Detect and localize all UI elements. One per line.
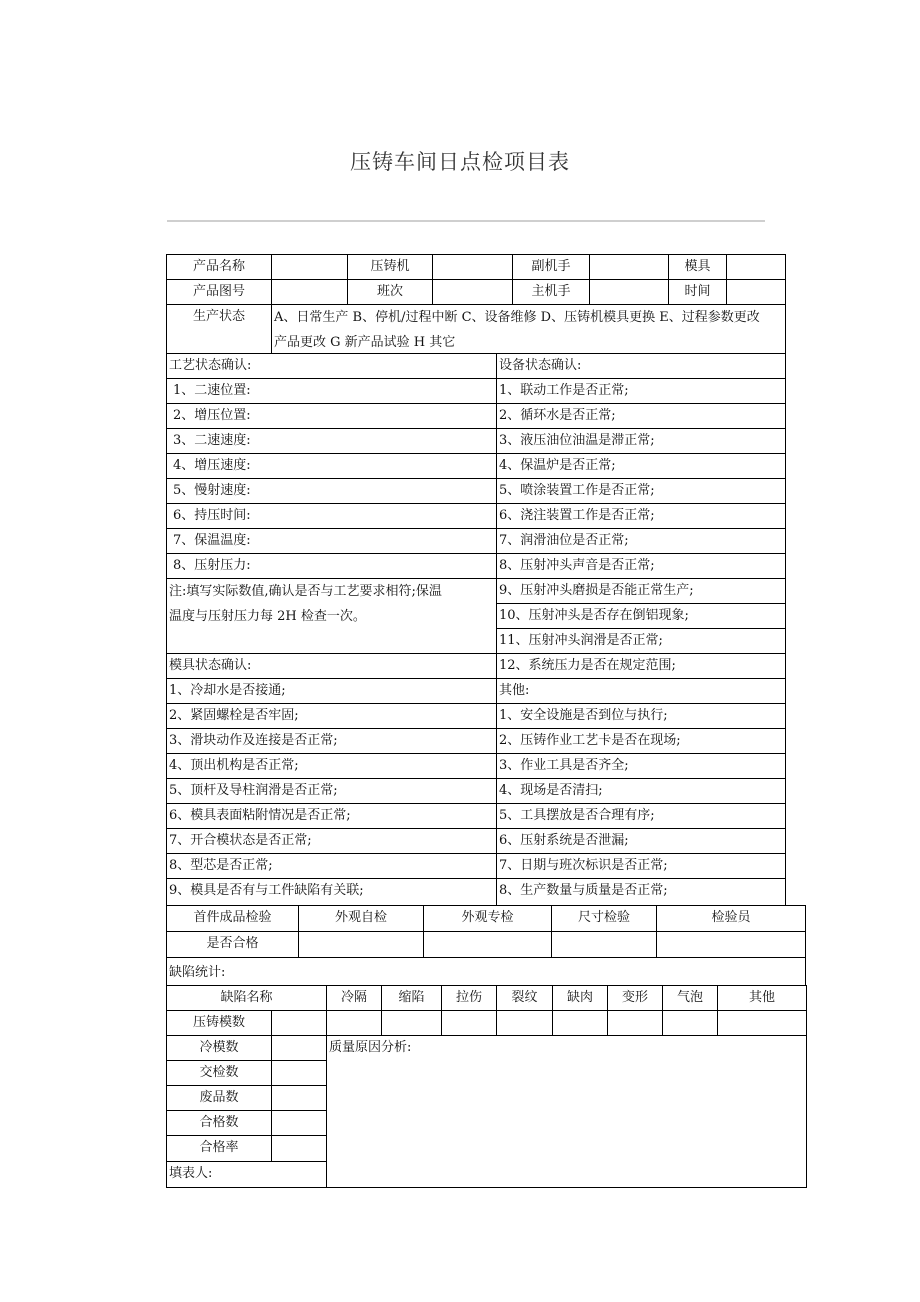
defect-row-label: 合格率	[166, 1135, 272, 1162]
mold-item[interactable]: 3、滑块动作及连接是否正常;	[166, 728, 497, 754]
defect-count-cell[interactable]	[607, 1010, 663, 1036]
defect-count-cell[interactable]	[662, 1010, 718, 1036]
process-item[interactable]: 7、保温温度:	[166, 528, 497, 554]
process-note-line1: 注:填写实际数值,确认是否与工艺要求相符;保温	[169, 584, 442, 599]
defect-count-cell[interactable]	[326, 1010, 382, 1036]
defect-row-value[interactable]	[271, 1060, 327, 1086]
inspection-header: 外观自检	[298, 905, 424, 932]
time-field[interactable]	[726, 279, 786, 305]
page-title: 压铸车间日点检项目表	[350, 150, 570, 174]
shift-label: 班次	[347, 279, 433, 305]
defect-type-header: 变形	[607, 985, 663, 1011]
assistant-field[interactable]	[589, 254, 669, 280]
main-operator-label: 主机手	[512, 279, 590, 305]
inspection-sheet	[166, 254, 775, 1188]
defect-type-header: 缺肉	[552, 985, 608, 1011]
defect-row-label: 冷模数	[166, 1035, 272, 1061]
pass-special-check-field[interactable]	[423, 931, 552, 958]
pass-label: 是否合格	[166, 931, 299, 958]
inspection-header: 首件成品检验	[166, 905, 299, 932]
equipment-item[interactable]: 3、液压油位油温是滞正常;	[496, 428, 786, 454]
mold-field[interactable]	[726, 254, 786, 280]
equipment-item[interactable]: 7、润滑油位是否正常;	[496, 528, 786, 554]
equipment-item[interactable]: 4、保温炉是否正常;	[496, 453, 786, 479]
quality-analysis-label: 质量原因分析:	[329, 1040, 412, 1055]
assistant-label: 副机手	[512, 254, 590, 280]
mold-heading: 模具状态确认:	[166, 653, 497, 679]
machine-field[interactable]	[432, 254, 513, 280]
main-operator-field[interactable]	[589, 279, 669, 305]
defect-row-label: 废品数	[166, 1085, 272, 1111]
mold-item[interactable]: 5、顶杆及导柱润滑是否正常;	[166, 778, 497, 804]
mold-item[interactable]: 2、紧固螺栓是否牢固;	[166, 703, 497, 729]
status-options-line1: A、日常生产 B、停机/过程中断 C、设备维修 D、压铸机模具更换 E、过程参数更改	[274, 310, 760, 325]
process-item[interactable]: 1、二速位置:	[166, 378, 497, 404]
status-label: 生产状态	[166, 304, 272, 354]
other-item[interactable]: 1、安全设施是否到位与执行;	[496, 703, 786, 729]
equipment-heading: 设备状态确认:	[496, 353, 786, 379]
equipment-item[interactable]: 5、喷涂装置工作是否正常;	[496, 478, 786, 504]
other-item[interactable]: 4、现场是否清扫;	[496, 778, 786, 804]
defect-type-header: 缩陷	[381, 985, 442, 1011]
other-item[interactable]: 6、压射系统是否泄漏;	[496, 828, 786, 854]
defect-name-label: 缺陷名称	[166, 985, 327, 1011]
status-options[interactable]	[271, 304, 786, 354]
defect-row-value[interactable]	[271, 1085, 327, 1111]
defect-count-cell[interactable]	[552, 1010, 608, 1036]
product-name-label: 产品名称	[166, 254, 272, 280]
inspector-field[interactable]	[656, 931, 806, 958]
drawing-no-label: 产品图号	[166, 279, 272, 305]
defect-type-header: 冷隔	[326, 985, 382, 1011]
process-note-line2: 温度与压射压力每 2H 检查一次。	[169, 609, 366, 624]
title-divider	[167, 220, 765, 222]
mold-item[interactable]: 9、模具是否有与工件缺陷有关联;	[166, 878, 497, 906]
inspection-header: 尺寸检验	[551, 905, 657, 932]
status-options-line2: 产品更改 G 新产品试验 H 其它	[274, 335, 456, 350]
mold-item[interactable]: 4、顶出机构是否正常;	[166, 753, 497, 779]
machine-label: 压铸机	[347, 254, 433, 280]
process-item[interactable]: 4、增压速度:	[166, 453, 497, 479]
process-item[interactable]: 6、持压时间:	[166, 503, 497, 529]
defect-count-cell[interactable]	[496, 1010, 553, 1036]
defects-heading: 缺陷统计:	[166, 957, 806, 986]
process-item[interactable]: 8、压射压力:	[166, 553, 497, 579]
other-item[interactable]: 2、压铸作业工艺卡是否在现场;	[496, 728, 786, 754]
equipment-item[interactable]: 12、系统压力是否在规定范围;	[496, 653, 786, 679]
defect-type-header: 其他	[717, 985, 807, 1011]
other-item[interactable]: 8、生产数量与质量是否正常;	[496, 878, 786, 906]
process-item[interactable]: 5、慢射速度:	[166, 478, 497, 504]
defect-row-value[interactable]	[271, 1135, 327, 1162]
defect-count-cell[interactable]	[381, 1010, 442, 1036]
equipment-item[interactable]: 8、压射冲头声音是否正常;	[496, 553, 786, 579]
mold-item[interactable]: 6、模具表面粘附情况是否正常;	[166, 803, 497, 829]
defect-row-label: 压铸模数	[166, 1010, 272, 1036]
equipment-item[interactable]: 11、压射冲头润滑是否正常;	[496, 628, 786, 654]
mold-item[interactable]: 7、开合模状态是否正常;	[166, 828, 497, 854]
defect-type-header: 裂纹	[496, 985, 553, 1011]
inspection-header: 外观专检	[423, 905, 552, 932]
other-item[interactable]: 7、日期与班次标识是否正常;	[496, 853, 786, 879]
equipment-item[interactable]: 10、压射冲头是否存在倒铝现象;	[496, 603, 786, 629]
mold-item[interactable]: 1、冷却水是否接通;	[166, 678, 497, 704]
process-heading: 工艺状态确认:	[166, 353, 497, 379]
process-item[interactable]: 3、二速速度:	[166, 428, 497, 454]
defect-row-value[interactable]	[271, 1110, 327, 1136]
defect-count-cell[interactable]	[441, 1010, 497, 1036]
process-note	[166, 578, 497, 654]
defect-row-label: 交检数	[166, 1060, 272, 1086]
other-item[interactable]: 5、工具摆放是否合理有序;	[496, 803, 786, 829]
shift-field[interactable]	[432, 279, 513, 305]
mold-label: 模具	[668, 254, 727, 280]
defect-row-value[interactable]	[271, 1035, 327, 1061]
quality-analysis-area[interactable]	[326, 1035, 807, 1188]
defect-type-header: 拉伤	[441, 985, 497, 1011]
pass-dimension-check-field[interactable]	[551, 931, 657, 958]
pass-self-check-field[interactable]	[298, 931, 424, 958]
equipment-item[interactable]: 9、压射冲头磨损是否能正常生产;	[496, 578, 786, 604]
product-name-field[interactable]	[271, 254, 348, 280]
process-item[interactable]: 2、增压位置:	[166, 403, 497, 429]
time-label: 时间	[668, 279, 727, 305]
equipment-item[interactable]: 1、联动工作是否正常;	[496, 378, 786, 404]
drawing-no-field[interactable]	[271, 279, 348, 305]
defect-count-cell[interactable]	[717, 1010, 807, 1036]
inspection-header: 检验员	[656, 905, 806, 932]
other-heading: 其他:	[496, 678, 786, 704]
defect-row-value[interactable]	[271, 1010, 327, 1036]
equipment-item[interactable]: 6、浇注装置工作是否正常;	[496, 503, 786, 529]
filler-label: 填表人:	[166, 1161, 327, 1188]
defect-type-header: 气泡	[662, 985, 718, 1011]
defect-row-label: 合格数	[166, 1110, 272, 1136]
other-item[interactable]: 3、作业工具是否齐全;	[496, 753, 786, 779]
equipment-item[interactable]: 2、循环水是否正常;	[496, 403, 786, 429]
mold-item[interactable]: 8、型芯是否正常;	[166, 853, 497, 879]
